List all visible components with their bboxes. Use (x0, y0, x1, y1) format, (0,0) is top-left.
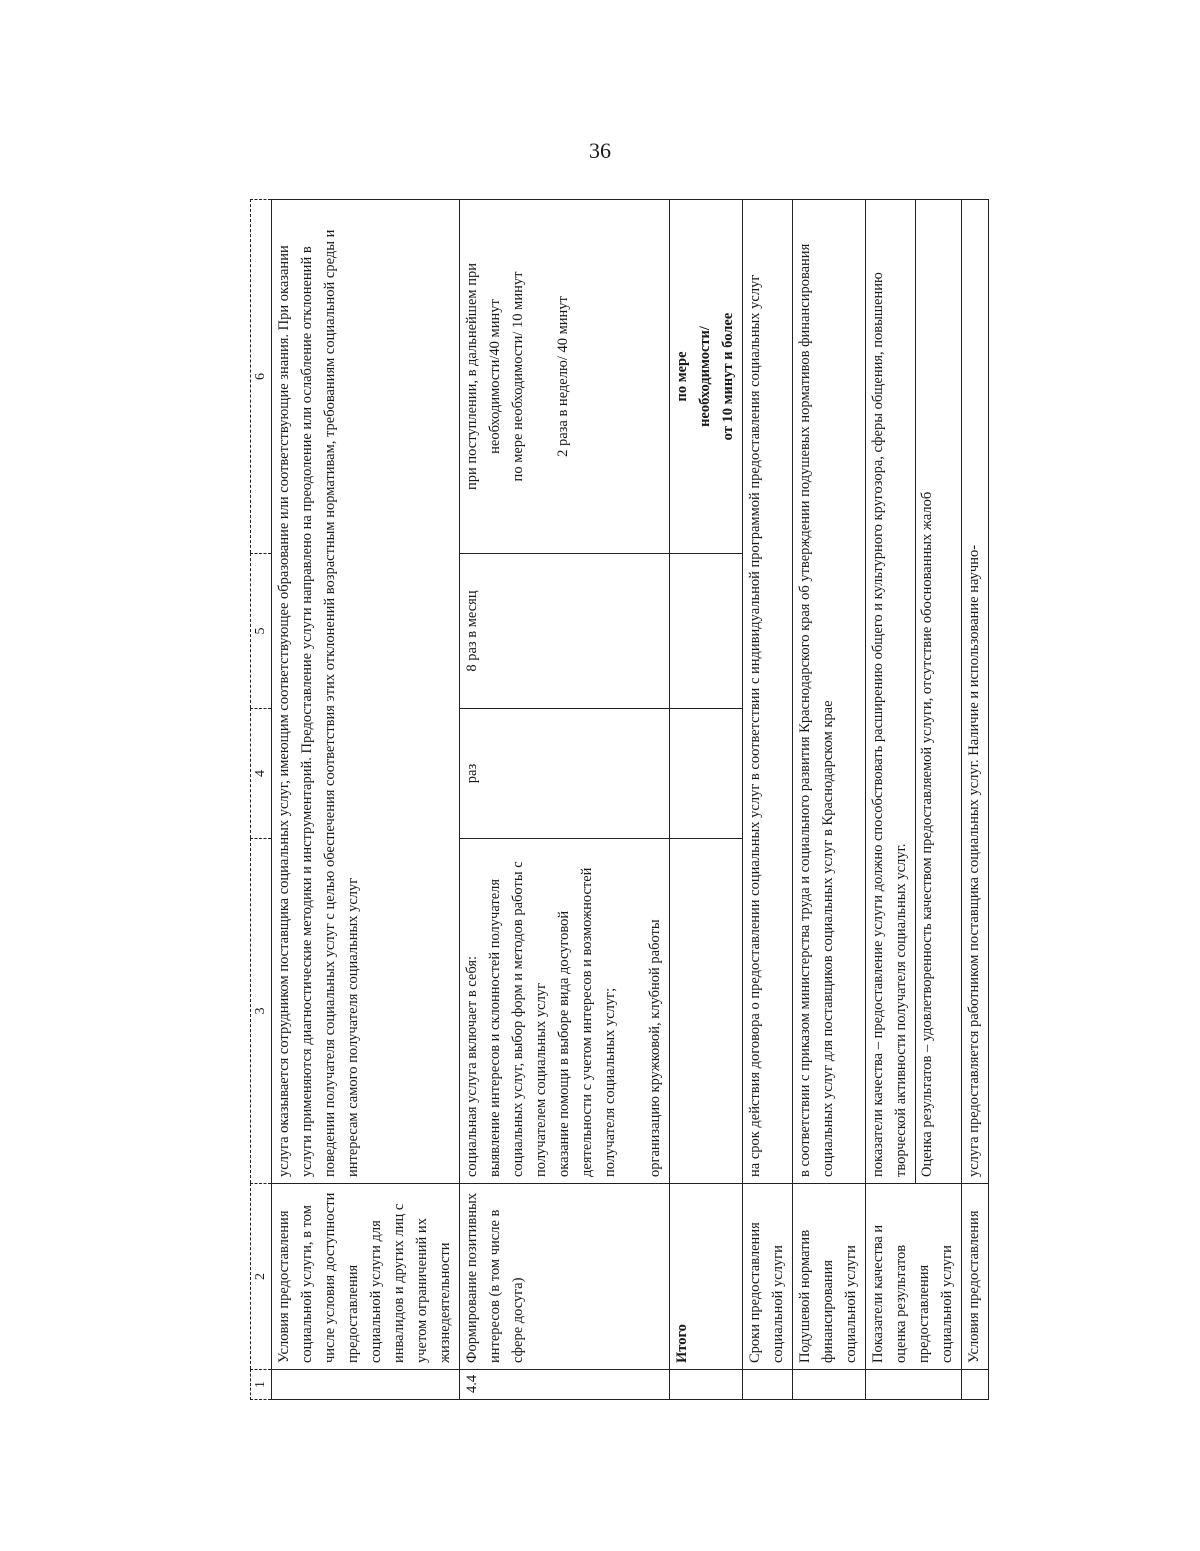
total-value (670, 200, 743, 554)
rotated-table-container (250, 200, 995, 1400)
total-value-line-2: необходимости/ (697, 326, 713, 427)
col-number-6: 6 (251, 200, 272, 554)
service-time-2: по мере необходимости/ 10 минут (510, 271, 526, 482)
row-text: услуга оказывается сотрудником поставщика социальных услуг, имеющим соответствующее образование или соответствующие знания. При оказании услуги применяются диагностические методики и инструментарий. Предоставление услуги направлено на преодоление или ослабление отклонений в поведении получателя социальных услуг с целью обеспечения соответствия этих отклонений возрастным нормативам, требованиям социальной среды и интересам самого получателя социальных услуг (272, 200, 460, 1184)
col-number-5: 5 (251, 554, 272, 709)
service-time-1: при поступлении, в дальнейшем при необходимости/40 минут (464, 263, 503, 490)
total-value-line-3: от 10 минут и более (720, 312, 736, 441)
table-row-norm (793, 200, 866, 1400)
col-number-3: 3 (251, 839, 272, 1184)
total-empty-4 (670, 709, 743, 839)
col-number-4: 4 (251, 709, 272, 839)
service-content-item-2: оказание помощи в выборе вида досуговой деятельности с учетом интересов и возможностей получателя социальных услуг; (556, 867, 618, 1177)
service-time-3: 2 раза в неделю/ 40 минут (555, 296, 571, 457)
conditions-last-text: услуга предоставляется работником поставщика социальных услуг. Наличие и использование научно- (962, 200, 989, 1184)
quality-text (866, 200, 962, 1184)
conditions-last-label: Условия предоставления (962, 1184, 989, 1370)
norm-label: Подушевой норматив финансирования социальной услуги (793, 1184, 866, 1370)
service-name: Формирование позитивных интересов (в том числе в сфере досуга) (460, 1184, 670, 1370)
col-number-2: 2 (251, 1184, 272, 1370)
service-time (460, 200, 670, 554)
service-number: 4.4 (460, 1370, 670, 1400)
terms-text: на срок действия договора о предоставлении социальных услуг в соответствии с индивидуальной программой предоставления социальных услуг (743, 200, 793, 1184)
table-row-service-4-4 (460, 200, 670, 1400)
row-number-cell (272, 1370, 460, 1400)
table-row-total (670, 200, 743, 1400)
col-number-1: 1 (251, 1370, 272, 1400)
service-frequency: 8 раз в месяц (460, 554, 670, 709)
total-number-cell (670, 1370, 743, 1400)
total-label: Итого (670, 1184, 743, 1370)
column-numbers-row (251, 200, 272, 1400)
services-table (250, 199, 989, 1400)
service-content (460, 839, 670, 1184)
total-value-line-1: по мере (674, 351, 690, 402)
quality-evaluation: Оценка результатов – удовлетворенность качеством предоставляемой услуги, отсутствие обоснованных жалоб (915, 200, 939, 1183)
page-number: 36 (589, 138, 611, 163)
service-content-item-1: выявление интересов и склонностей получателя социальных услуг, выбор форм и методов работы с получателем социальных услуг (487, 861, 549, 1177)
quality-label: Показатели качества и оценка результатов предоставления социальной услуги (866, 1184, 962, 1370)
quality-indicators: показатели качества – предоставление услуги должно способствовать расширению общего и культурного кругозора, сферы общения, повышению творческой активности получателя социальных услуг. (870, 272, 909, 1177)
terms-label: Сроки предоставления социальной услуги (743, 1184, 793, 1370)
total-empty-5 (670, 554, 743, 709)
service-unit: раз (460, 709, 670, 839)
table-row-conditions-last (962, 200, 989, 1400)
table-row-terms (743, 200, 793, 1400)
table-row-conditions-access (272, 200, 460, 1400)
table-row-quality (866, 200, 962, 1400)
service-content-item-3: организацию кружковой, клубной работы (647, 919, 663, 1177)
norm-text: в соответствии с приказом министерства труда и социального развития Краснодарского края об утверждении подушевых нормативов финансирования социальных услуг для поставщиков социальных услуг в Краснодарском крае (793, 200, 866, 1184)
service-content-intro: социальная услуга включает в себя: (464, 955, 480, 1177)
row-label: Условия предоставления социальной услуги, в том числе условия доступности предоставления социальной услуги для инвалидов и других лиц с учетом ограничений их жизнедеятельности (272, 1184, 460, 1370)
total-empty-3 (670, 839, 743, 1184)
